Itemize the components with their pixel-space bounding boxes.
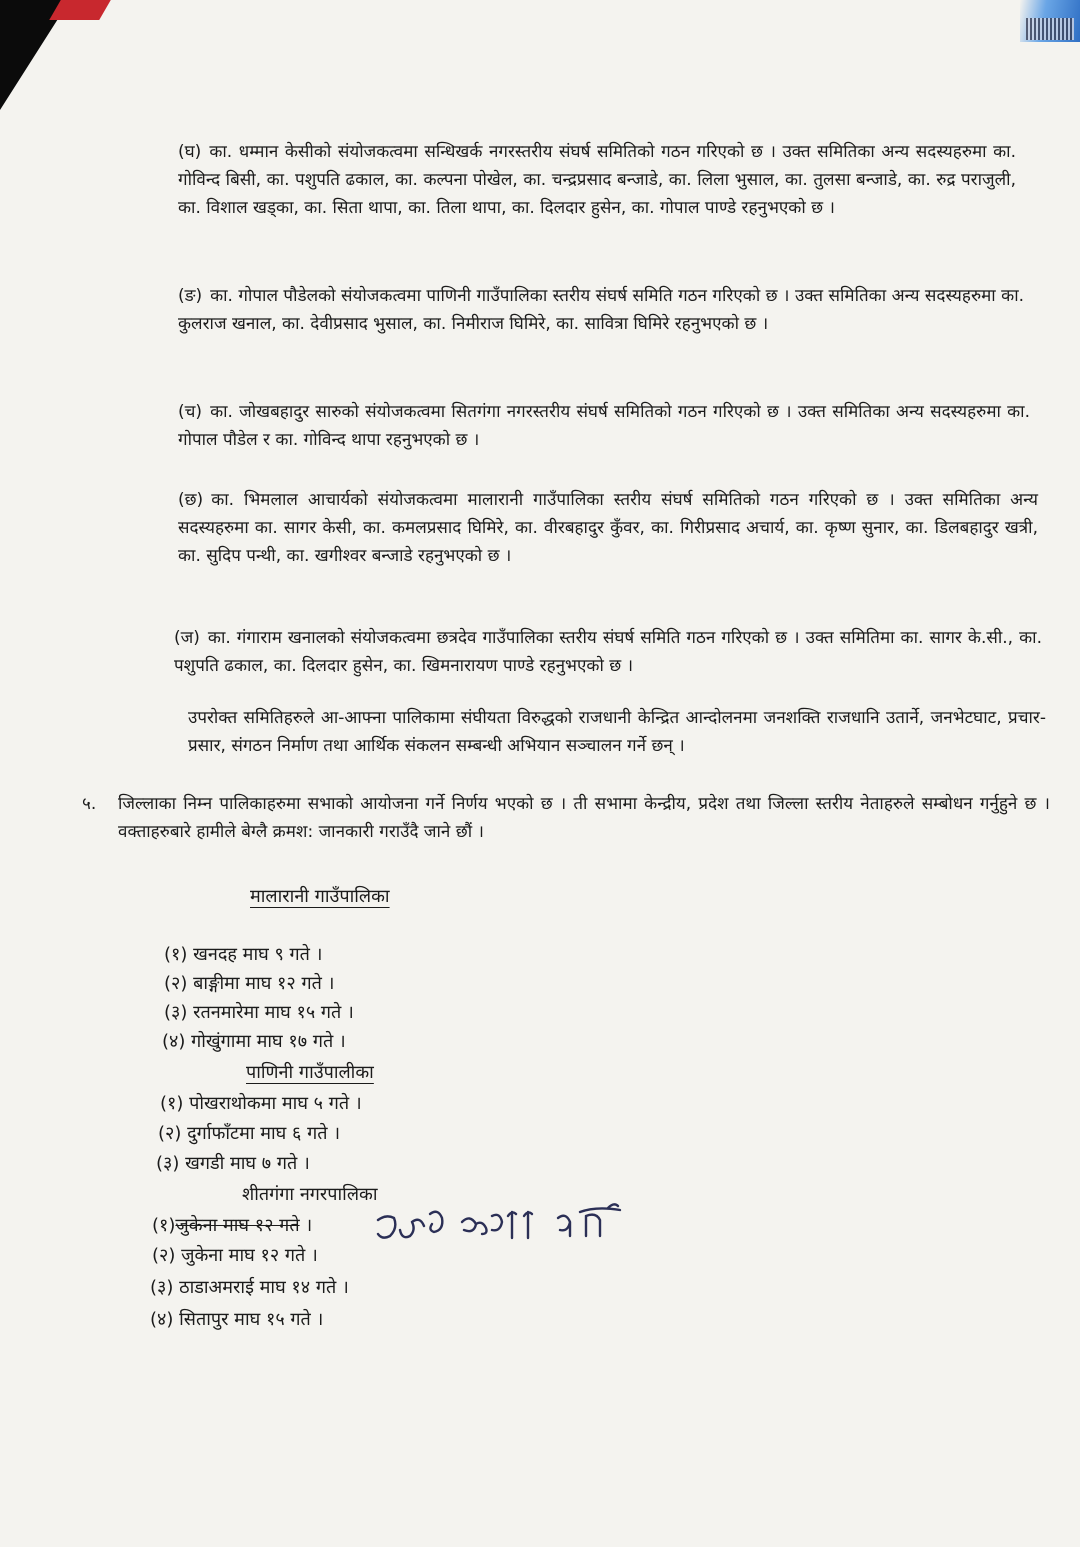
heading-panini: पाणिनी गाउँपालीका [246,1062,374,1083]
list-item-struck [152,1213,312,1239]
list-item-end: । [305,1215,313,1236]
list-item-number: (१) [152,1215,176,1236]
paragraph-text: का. धम्मान केसीको संयोजकत्वमा सन्धिखर्क नगरस्तरीय संघर्ष समितिको गठन गरिएको छ । उक्त समितिका अन्य सदस्यहरुमा का. गोविन्द बिसी, का. पशुपति ढकाल, का. कल्पना पोखेल, का. चन्द्रप्रसाद बन्जाडे, का. लिला भुसाल, का. तुलसा बन्जाडे, का. रुद्र पराजुली, का. विशाल खड्का, का. सिता थापा, का. तिला थापा, का. दिलदार हुसेन, का. गोपाल पाण्डे रहनुभएको छ । [178,142,1016,218]
list-item: (४) सितापुर माघ १५ गते । [150,1309,324,1330]
list-item: (२) बाङ्गीमा माघ १२ गते । [164,973,335,994]
handwritten-note-icon [372,1200,637,1250]
paragraph-text: का. गोपाल पौडेलको संयोजकत्वमा पाणिनी गाउँपालिका स्तरीय संघर्ष समिति गठन गरिएको छ । उक्त समितिका अन्य सदस्यहरुमा का. कुलराज खनाल, का. देवीप्रसाद भुसाल, का. निमीराज घिमिरे, का. सावित्रा घिमिरे रहनुभएको छ । [178,286,1024,334]
closing-paragraph: उपरोक्त समितिहरुले आ-आफ्ना पालिकामा संघीयता विरुद्धको राजधानी केन्द्रित आन्दोलनमा जनशक्ति राजधानि उतार्ने, जनभेटघाट, प्रचार-प्रसार, संगठन निर्माण तथा आर्थिक संकलन सम्बन्धी अभियान सञ्चालन गर्ने छन् । [188,708,1046,756]
paragraph-nga [178,282,1024,338]
paragraph-cha [178,398,1030,454]
list-item: (४) गोखुंगामा माघ १७ गते । [162,1031,346,1052]
item-5-number: ५. [82,794,97,814]
paragraph-text: का. गंगाराम खनालको संयोजकत्वमा छत्रदेव गाउँपालिका स्तरीय संघर्ष समिति गठन गरिएको छ । उक्त समितिमा का. सागर के.सी., का. पशुपति ढकाल, का. दिलदार हुसेन, का. खिमनारायण पाण्डे रहनुभएको छ । [174,628,1042,676]
paragraph-label: (च) [178,402,203,422]
photo-corner-red [49,0,111,20]
item-5 [82,790,1050,846]
list-item: (३) ठाडाअमराई माघ १४ गते । [150,1277,349,1298]
paragraph-label: (घ) [178,142,202,162]
paragraph-text: का. जोखबहादुर सारुको संयोजकत्वमा सितगंगा नगरस्तरीय संघर्ष समितिको गठन गरिएको छ । उक्त समितिका अन्य सदस्यहरुमा का. गोपाल पौडेल र का. गोविन्द थापा रहनुभएको छ । [178,402,1030,450]
heading-malarani: मालारानी गाउँपालिका [250,886,390,907]
paragraph-chha [178,486,1038,570]
list-item: (१) पोखराथोकमा माघ ५ गते । [160,1093,362,1114]
heading-sitganga: शीतगंगा नगरपालिका [242,1184,378,1205]
list-item: (२) दुर्गाफाँटमा माघ ६ गते । [158,1123,341,1144]
struck-text: जुकेना माघ १२ गते [175,1215,300,1236]
photo-corner-stripes [1026,18,1074,40]
list-item: (३) खगडी माघ ७ गते । [156,1153,310,1174]
paragraph-ja [174,624,1042,680]
paragraph-label: (छ) [178,490,204,510]
paragraph-label: (ङ) [178,286,203,306]
list-item: (३) रतनमारेमा माघ १५ गते । [164,1002,354,1023]
paragraph-gha [178,138,1016,222]
paragraph-text: का. भिमलाल आचार्यको संयोजकत्वमा मालारानी गाउँपालिका स्तरीय संघर्ष समितिको गठन गरिएको छ । उक्त समितिका अन्य सदस्यहरुमा का. सागर केसी, का. कमलप्रसाद घिमिरे, का. वीरबहादुर कुँवर, का. गिरीप्रसाद अचार्य, का. कृष्ण सुनार, का. डिलबहादुर खत्री, का. सुदिप पन्थी, का. खगीश्वर बन्जाडे रहनुभएको छ । [178,490,1038,566]
paragraph-label: (ज) [174,628,200,648]
item-5-text: जिल्लाका निम्न पालिकाहरुमा सभाको आयोजना गर्ने निर्णय भएको छ । ती सभामा केन्द्रीय, प्रदेश तथा जिल्ला स्तरीय नेताहरुले सम्बोधन गर्नुहुने छ । वक्ताहरुबारे हामीले बेग्लै क्रमश: जानकारी गराउँदै जाने छौं । [118,794,1050,842]
list-item: (२) जुकेना माघ १२ गते । [152,1245,318,1266]
list-item: (१) खनदह माघ ९ गते । [164,944,323,965]
